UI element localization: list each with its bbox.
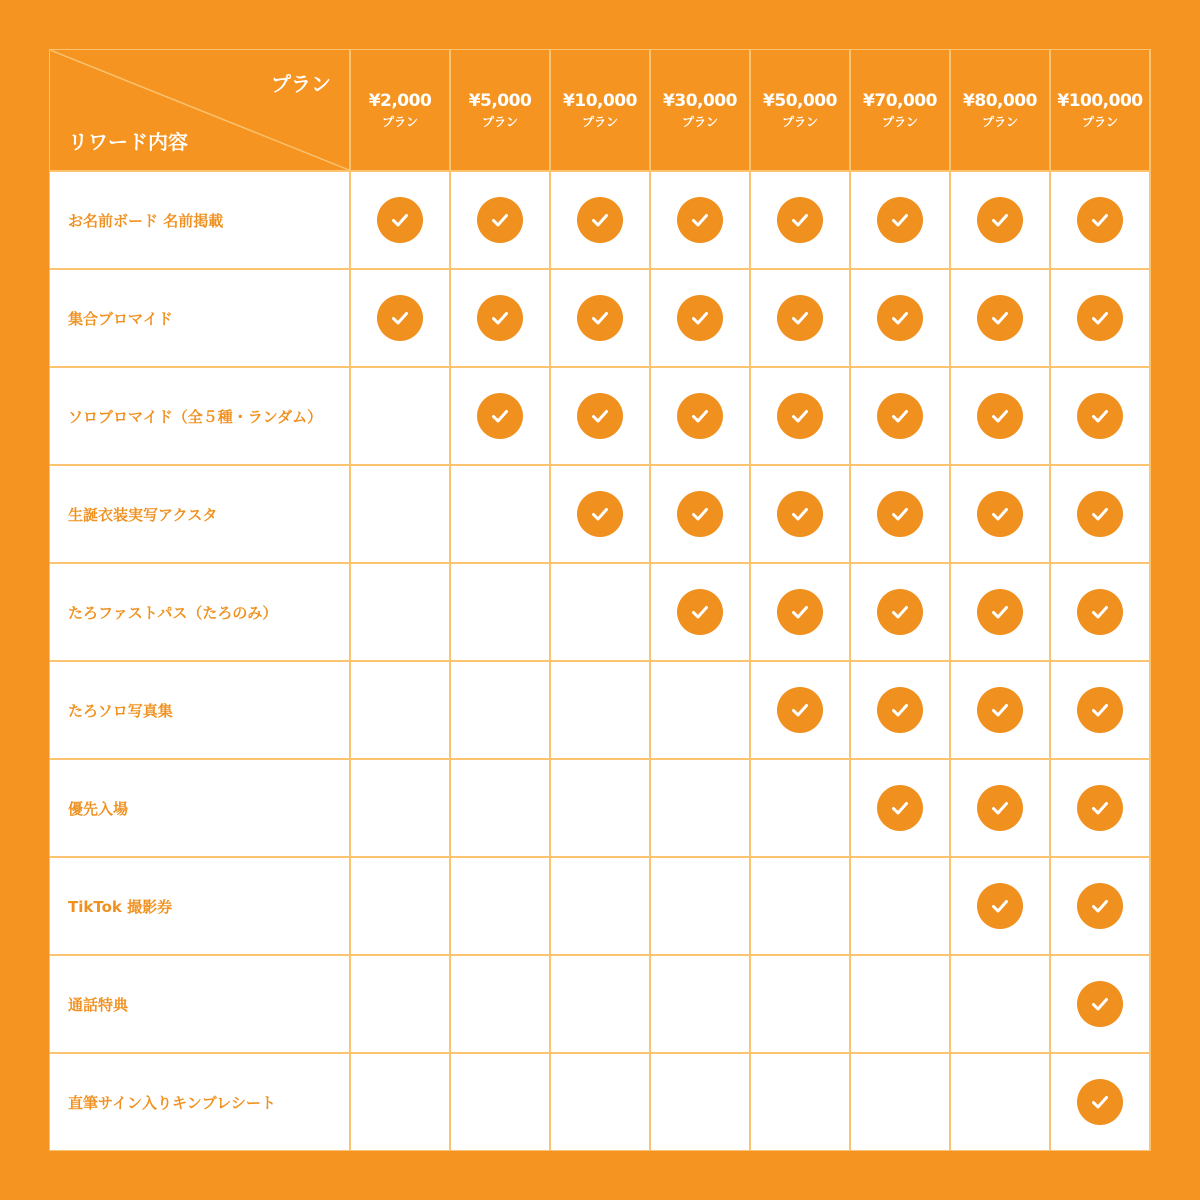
reward-cell [1051,1054,1149,1150]
reward-cell [551,368,649,464]
reward-cell [651,172,749,268]
reward-cell [851,858,949,954]
reward-name: たろファストパス（たろのみ） [50,564,349,660]
reward-cell [851,368,949,464]
reward-name: ソロブロマイド（全５種・ランダム） [50,368,349,464]
check-circle-icon [1077,197,1123,243]
check-circle-icon [877,295,923,341]
reward-cell [451,564,549,660]
reward-cell [851,270,949,366]
reward-cell [551,858,649,954]
reward-name: お名前ボード 名前掲載 [50,172,349,268]
reward-cell [551,760,649,856]
reward-name: 集合ブロマイド [50,270,349,366]
reward-cell [751,270,849,366]
reward-cell [451,858,549,954]
reward-cell [351,172,449,268]
check-circle-icon [777,295,823,341]
plan-label: プラン [481,115,518,129]
check-circle-icon [977,883,1023,929]
plan-header-3 [651,50,749,170]
reward-cell [451,172,549,268]
check-circle-icon [877,491,923,537]
reward-cell [851,172,949,268]
reward-cell [851,760,949,856]
plan-label: プラン [381,115,418,129]
check-circle-icon [777,491,823,537]
check-circle-icon [777,197,823,243]
reward-cell [951,956,1049,1052]
reward-cell [351,564,449,660]
check-circle-icon [1077,785,1123,831]
reward-cell [951,1054,1049,1150]
reward-cell [451,760,549,856]
check-circle-icon [377,295,423,341]
check-circle-icon [577,491,623,537]
check-circle-icon [677,197,723,243]
reward-cell [951,270,1049,366]
check-circle-icon [877,393,923,439]
plan-header-7 [1051,50,1149,170]
reward-cell [1051,760,1149,856]
plan-label: プラン [881,115,918,129]
check-circle-icon [977,687,1023,733]
check-circle-icon [977,197,1023,243]
reward-cell [451,956,549,1052]
table-corner-header [50,50,349,170]
reward-name: 通話特典 [50,956,349,1052]
plan-header-4 [751,50,849,170]
check-circle-icon [677,393,723,439]
check-circle-icon [1077,981,1123,1027]
reward-cell [651,270,749,366]
plan-label: プラン [781,115,818,129]
check-circle-icon [477,295,523,341]
check-circle-icon [1077,295,1123,341]
reward-cell [351,368,449,464]
reward-cell [351,956,449,1052]
check-circle-icon [577,393,623,439]
reward-cell [351,1054,449,1150]
reward-cell [951,564,1049,660]
plan-axis-label: プラン [271,72,331,96]
reward-cell [551,956,649,1052]
check-circle-icon [477,197,523,243]
reward-cell [1051,368,1149,464]
reward-cell [751,172,849,268]
reward-cell [1051,466,1149,562]
reward-cell [1051,270,1149,366]
plan-price: ¥10,000 [563,91,637,111]
reward-cell [651,564,749,660]
reward-cell [551,564,649,660]
check-circle-icon [877,785,923,831]
reward-cell [451,368,549,464]
check-circle-icon [477,393,523,439]
plan-price: ¥30,000 [663,91,737,111]
check-circle-icon [1077,687,1123,733]
reward-cell [751,564,849,660]
reward-cell [851,662,949,758]
reward-table [49,49,1151,1151]
reward-cell [751,760,849,856]
plan-label: プラン [981,115,1018,129]
check-circle-icon [977,393,1023,439]
plan-label: プラン [1081,115,1118,129]
check-circle-icon [577,197,623,243]
check-circle-icon [1077,393,1123,439]
reward-cell [551,172,649,268]
reward-cell [551,662,649,758]
reward-cell [351,760,449,856]
reward-cell [1051,858,1149,954]
check-circle-icon [677,491,723,537]
check-circle-icon [977,491,1023,537]
reward-cell [1051,172,1149,268]
check-circle-icon [1077,883,1123,929]
reward-cell [1051,662,1149,758]
reward-axis-label: リワード内容 [68,130,188,154]
check-circle-icon [977,785,1023,831]
reward-cell [751,662,849,758]
reward-cell [851,956,949,1052]
plan-header-6 [951,50,1049,170]
reward-cell [351,466,449,562]
check-circle-icon [877,589,923,635]
reward-cell [451,270,549,366]
check-circle-icon [777,589,823,635]
reward-cell [1051,956,1149,1052]
reward-name: 優先入場 [50,760,349,856]
check-circle-icon [577,295,623,341]
reward-cell [951,172,1049,268]
check-circle-icon [377,197,423,243]
reward-cell [351,858,449,954]
reward-cell [651,1054,749,1150]
reward-cell [851,564,949,660]
check-circle-icon [1077,589,1123,635]
reward-cell [751,368,849,464]
plan-price: ¥70,000 [863,91,937,111]
reward-cell [351,662,449,758]
reward-cell [851,1054,949,1150]
check-circle-icon [877,687,923,733]
check-circle-icon [1077,1079,1123,1125]
reward-name: 直筆サイン入りキンブレシート [50,1054,349,1150]
reward-cell [851,466,949,562]
check-circle-icon [877,197,923,243]
reward-cell [751,956,849,1052]
reward-cell [951,760,1049,856]
reward-name: たろソロ写真集 [50,662,349,758]
reward-cell [651,956,749,1052]
reward-name: TikTok 撮影券 [50,858,349,954]
plan-price: ¥50,000 [763,91,837,111]
reward-cell [451,1054,549,1150]
reward-cell [451,466,549,562]
reward-cell [951,662,1049,758]
plan-price: ¥5,000 [468,91,532,111]
reward-cell [751,858,849,954]
check-circle-icon [1077,491,1123,537]
reward-cell [951,858,1049,954]
reward-cell [751,1054,849,1150]
plan-header-2 [551,50,649,170]
check-circle-icon [977,589,1023,635]
reward-cell [951,368,1049,464]
reward-cell [451,662,549,758]
plan-price: ¥2,000 [368,91,432,111]
reward-cell [551,466,649,562]
reward-cell [551,1054,649,1150]
plan-label: プラン [581,115,618,129]
reward-cell [1051,564,1149,660]
reward-cell [551,270,649,366]
check-circle-icon [777,393,823,439]
plan-price: ¥100,000 [1057,91,1143,111]
reward-cell [651,662,749,758]
check-circle-icon [677,589,723,635]
plan-header-5 [851,50,949,170]
check-circle-icon [977,295,1023,341]
reward-cell [651,858,749,954]
plan-label: プラン [681,115,718,129]
check-circle-icon [777,687,823,733]
reward-name: 生誕衣装実写アクスタ [50,466,349,562]
plan-header-0 [351,50,449,170]
reward-cell [651,760,749,856]
plan-price: ¥80,000 [963,91,1037,111]
reward-cell [351,270,449,366]
reward-cell [951,466,1049,562]
reward-cell [751,466,849,562]
reward-cell [651,466,749,562]
check-circle-icon [677,295,723,341]
plan-header-1 [451,50,549,170]
reward-cell [651,368,749,464]
